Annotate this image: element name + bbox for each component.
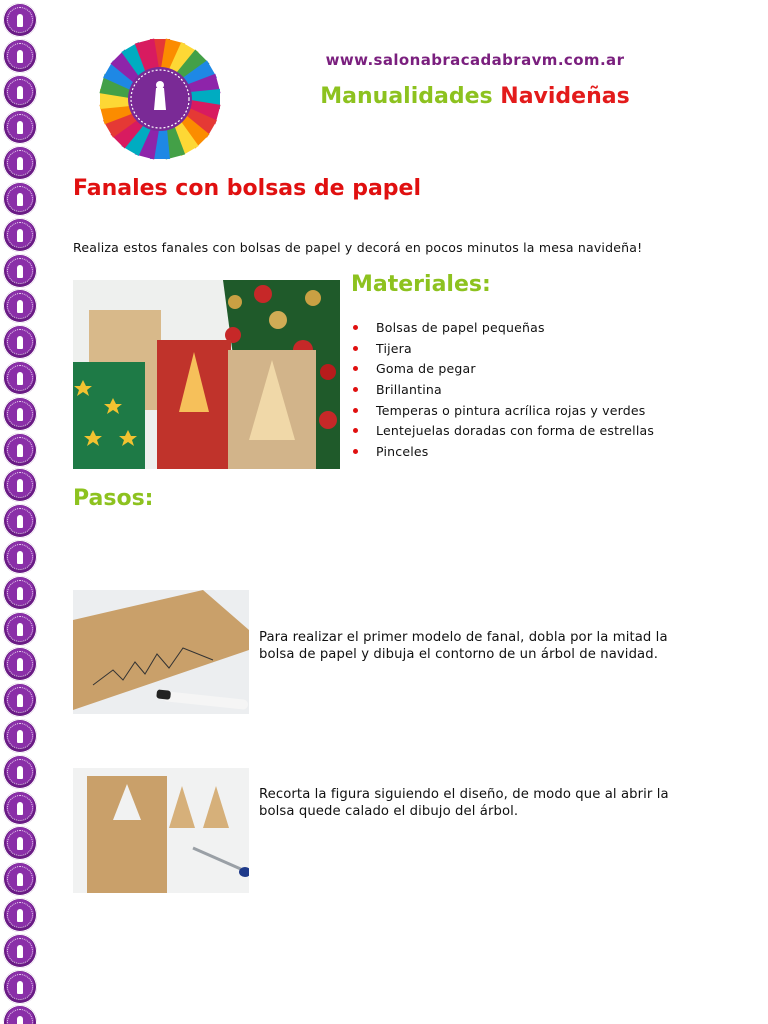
abracadabra-badge-icon xyxy=(3,39,37,73)
abracadabra-badge-icon xyxy=(3,110,37,144)
steps-heading: Pasos: xyxy=(73,486,154,511)
step2-cut-bag-photo xyxy=(73,768,249,893)
abracadabra-badge-icon xyxy=(3,504,37,538)
abracadabra-badge-icon xyxy=(3,612,37,646)
abracadabra-badge-icon xyxy=(3,970,37,1004)
bullet-icon xyxy=(353,428,358,433)
abracadabra-badge-icon xyxy=(3,433,37,467)
paper-lanterns-photo xyxy=(73,280,340,469)
bullet-icon xyxy=(353,366,358,371)
materials-heading: Materiales: xyxy=(351,272,491,297)
abracadabra-badge-icon xyxy=(3,397,37,431)
abracadabra-badge-icon xyxy=(3,361,37,395)
materials-list-item xyxy=(351,442,654,463)
bullet-icon xyxy=(353,346,358,351)
site-url[interactable]: www.salonabracadabravm.com.ar xyxy=(325,51,625,69)
materials-item-label: Pinceles xyxy=(376,444,429,460)
materials-list-item xyxy=(351,318,654,339)
abracadabra-badge-icon xyxy=(3,719,37,753)
abracadabra-badge-icon xyxy=(3,647,37,681)
materials-item-label: Brillantina xyxy=(376,382,442,398)
category-word-2: Navideñas xyxy=(500,84,630,109)
abracadabra-badge-icon xyxy=(3,576,37,610)
abracadabra-badge-icon xyxy=(3,289,37,323)
materials-item-label: Goma de pegar xyxy=(376,361,476,377)
abracadabra-logo xyxy=(72,36,248,162)
abracadabra-badge-icon xyxy=(3,791,37,825)
abracadabra-badge-icon xyxy=(3,826,37,860)
materials-list-item xyxy=(351,380,654,401)
decorative-badge-border xyxy=(3,3,39,1024)
document-category xyxy=(290,84,660,109)
abracadabra-badge-icon xyxy=(3,898,37,932)
bullet-icon xyxy=(353,387,358,392)
bullet-icon xyxy=(353,408,358,413)
bullet-icon xyxy=(353,325,358,330)
page-title: Fanales con bolsas de papel xyxy=(73,176,422,201)
bullet-icon xyxy=(353,449,358,454)
materials-list-item xyxy=(351,421,654,442)
abracadabra-badge-icon xyxy=(3,75,37,109)
step2-text: Recorta la figura siguiendo el diseño, de modo que al abrir la bolsa quede calado el dibujo del árbol. xyxy=(259,787,669,819)
abracadabra-badge-icon xyxy=(3,146,37,180)
abracadabra-badge-icon xyxy=(3,755,37,789)
materials-item-label: Lentejuelas doradas con forma de estrellas xyxy=(376,423,655,439)
abracadabra-badge-icon xyxy=(3,683,37,717)
abracadabra-badge-icon xyxy=(3,540,37,574)
abracadabra-badge-icon xyxy=(3,3,37,37)
abracadabra-badge-icon xyxy=(3,325,37,359)
abracadabra-badge-icon xyxy=(3,182,37,216)
materials-list-item xyxy=(351,401,654,422)
abracadabra-badge-icon xyxy=(3,862,37,896)
abracadabra-badge-icon xyxy=(3,218,37,252)
materials-list-item xyxy=(351,359,654,380)
step1-folded-bag-photo xyxy=(73,590,249,714)
materials-item-label: Temperas o pintura acrílica rojas y verdes xyxy=(376,402,646,418)
abracadabra-badge-icon xyxy=(3,1005,37,1024)
materials-item-label: Bolsas de papel pequeñas xyxy=(376,320,545,335)
materials-item-label: Tijera xyxy=(376,340,412,356)
step1-text: Para realizar el primer modelo de fanal, dobla por la mitad la bolsa de papel y dibuja el contorno de un árbol de navidad. xyxy=(259,630,668,662)
materials-list xyxy=(351,318,654,463)
abracadabra-badge-icon xyxy=(3,934,37,968)
abracadabra-badge-icon xyxy=(3,254,37,288)
abracadabra-badge-icon xyxy=(3,468,37,502)
category-word-1: Manualidades xyxy=(320,84,493,109)
materials-list-item xyxy=(351,339,654,360)
intro-paragraph: Realiza estos fanales con bolsas de papel y decorá en pocos minutos la mesa navideña! xyxy=(73,240,643,255)
